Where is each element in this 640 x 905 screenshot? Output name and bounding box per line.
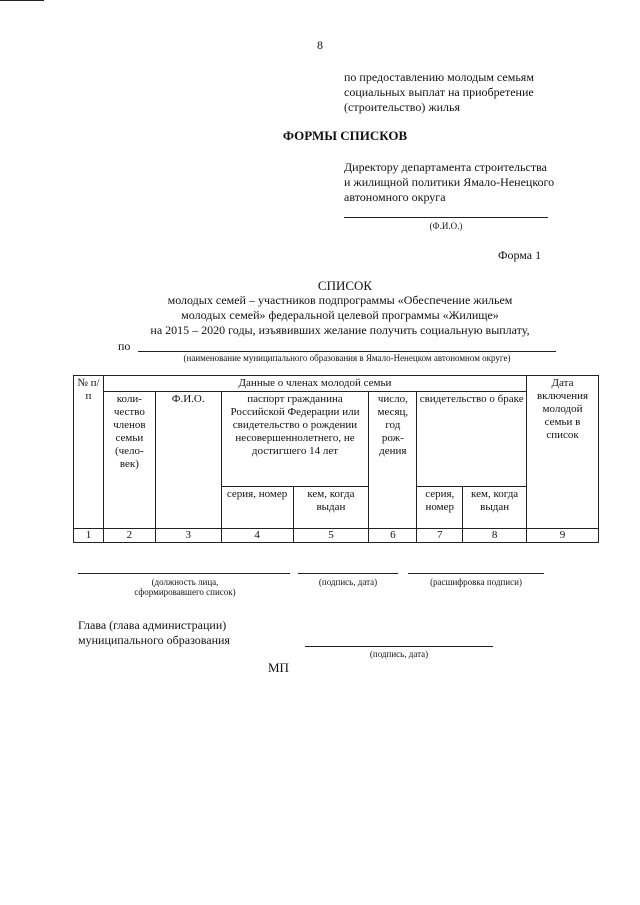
column-number: 5: [293, 529, 369, 543]
header-passport: паспорт гражданина Российской Федерации или свидетельство о рождении несовершеннолетнего, не достигшего 14 лет: [221, 392, 369, 487]
column-number: 8: [463, 529, 527, 543]
head-text-line: муниципального образования: [78, 633, 230, 647]
annex-reference: [344, 70, 614, 115]
families-table: [73, 375, 599, 543]
header-passport-issued: кем, когда выдан: [293, 487, 369, 529]
subtitle-line: молодых семей» федеральной целевой программы «Жилище»: [181, 308, 499, 322]
header-passport-series: серия, номер: [221, 487, 293, 529]
head-sign-line: [305, 646, 493, 647]
po-label: по: [118, 339, 131, 353]
addressee-line: и жилищной политики Ямало-Ненецкого: [344, 175, 555, 189]
corner-mark: [0, 0, 44, 1]
column-number: 2: [103, 529, 155, 543]
column-number: 3: [155, 529, 221, 543]
subtitle-line: молодых семей – участников подпрограммы «Обеспечение жильем: [167, 293, 513, 307]
subtitle-line: на 2015 – 2020 годы, изъявивших желание получить социальную выплату,: [150, 323, 530, 337]
position-caption: (должность лица, сформировавшего список): [134, 577, 236, 597]
header-num: № п/п: [74, 376, 104, 529]
decode-caption: (расшифровка подписи): [430, 577, 522, 587]
sign-line: [298, 573, 398, 574]
decode-line: [408, 573, 544, 574]
addressee-line: Директору департамента строительства: [344, 160, 547, 174]
position-line: [78, 573, 290, 574]
header-marriage-certificate: свидетельство о браке: [417, 392, 527, 487]
sign-date-caption: (подпись, дата): [318, 577, 378, 587]
page-number: 8: [317, 38, 323, 52]
annex-line: по предоставлению молодым семьям: [344, 70, 534, 84]
addressee-line: автономного округа: [344, 190, 446, 204]
annex-line: (строительство) жилья: [344, 100, 461, 114]
addressee-name-line: [344, 217, 548, 218]
header-marriage-issued: кем, когда выдан: [463, 487, 527, 529]
column-number: 9: [527, 529, 599, 543]
header-inclusion-date: Дата включения молодой семьи в список: [527, 376, 599, 529]
column-number: 4: [221, 529, 293, 543]
addressee-block: [344, 160, 614, 205]
column-number: 7: [417, 529, 463, 543]
head-sign-caption: (подпись, дата): [369, 649, 429, 659]
head-text-line: Глава (глава администрации): [78, 618, 227, 632]
municipality-line: [138, 351, 556, 352]
head-signature-text: [78, 618, 318, 648]
forms-title: ФОРМЫ СПИСКОВ: [282, 128, 408, 143]
municipality-caption: (наименование муниципального образования в Ямало-Ненецком автономном округе): [183, 353, 511, 363]
form-label: Форма 1: [498, 248, 542, 262]
header-member-count: коли- чество членов семьи (чело- век): [103, 392, 155, 529]
column-number: 6: [369, 529, 417, 543]
header-marriage-series: серия, номер: [417, 487, 463, 529]
list-title: СПИСОК: [317, 278, 373, 293]
header-family-data: Данные о членах молодой семьи: [103, 376, 526, 392]
annex-line: социальных выплат на приобретение: [344, 85, 534, 99]
addressee-caption: (Ф.И.О.): [429, 221, 463, 231]
stamp-place: МП: [268, 660, 289, 675]
header-birth-date: число, месяц, год рож- дения: [369, 392, 417, 529]
header-fio: Ф.И.О.: [155, 392, 221, 529]
list-subtitle: [80, 293, 600, 338]
column-number: 1: [74, 529, 104, 543]
